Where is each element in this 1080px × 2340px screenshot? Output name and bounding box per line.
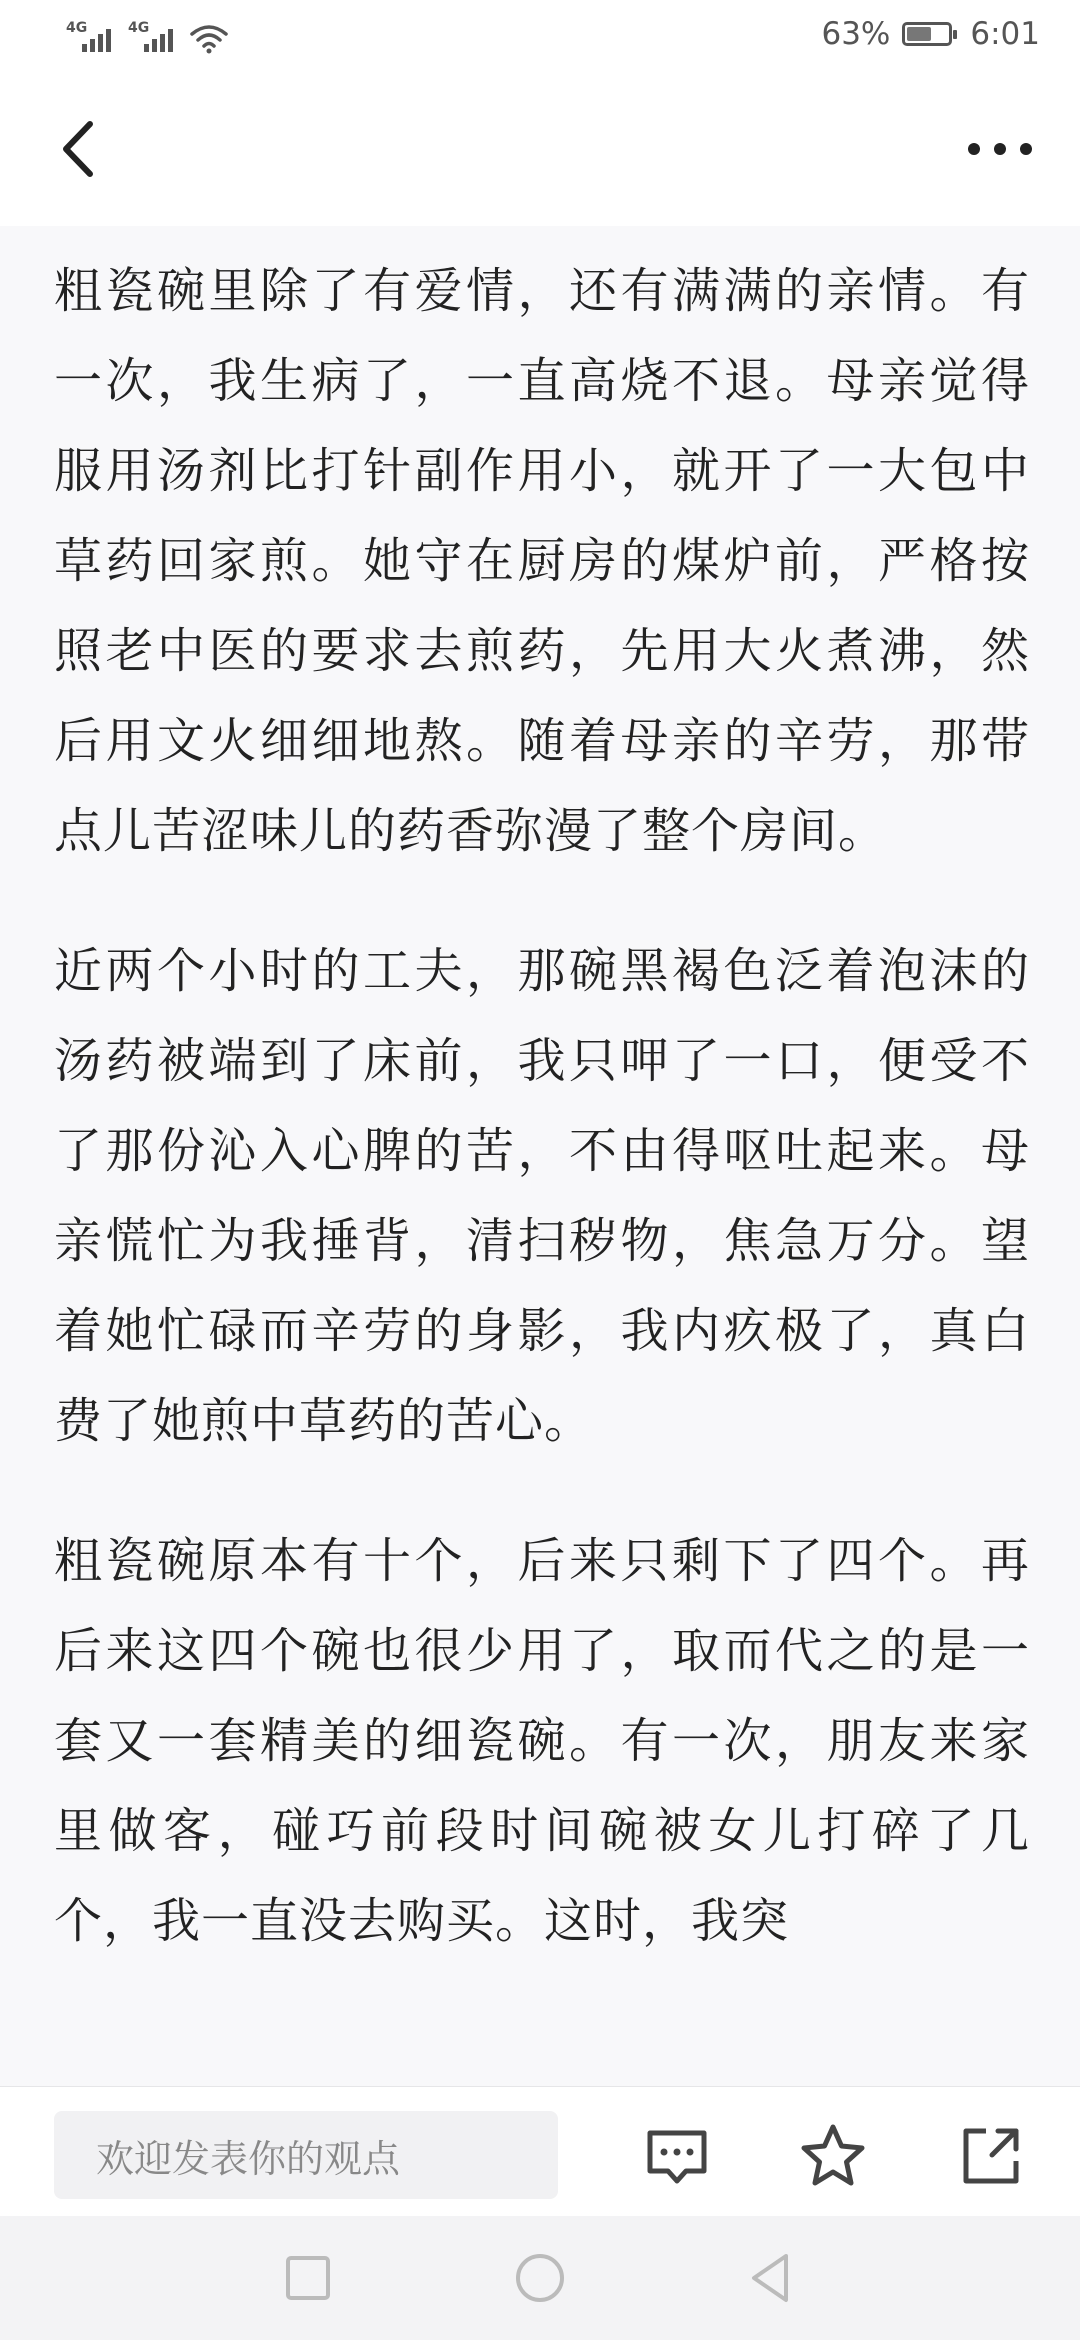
more-dots-icon[interactable] [960,126,1040,172]
chevron-left-icon[interactable] [50,114,110,184]
article-paragraph: 近两个小时的工夫，那碗黑褐色泛着泡沫的汤药被端到了床前，我只呷了一口，便受不了那份沁入心脾的苦，不由得呕吐起来。母亲慌忙为我捶背，清扫秽物，焦急万分。望着她忙碌而辛劳的身影，我内疚极了，真白费了她煎中草药的苦心。 [54,943,1030,1449]
battery-percent: 63% [821,16,891,52]
recent-apps-icon[interactable] [278,2248,338,2308]
status-left [66,20,228,54]
share-icon[interactable] [956,2121,1026,2191]
article-paragraph: 粗瓷碗原本有十个，后来只剩下了四个。再后来这四个碗也很少用了，取而代之的是一套又一套精美的细瓷碗。有一次，朋友来家里做客，碰巧前段时间碗被女儿打碎了几个，我一直没去购买。这时，我突 [54,1533,1030,1949]
network-type-label: 4G [128,20,150,36]
signal-icon [128,20,180,54]
battery-icon [902,22,952,46]
signal-icon [66,20,118,54]
wifi-icon [190,24,228,54]
system-nav-bar [0,2216,1080,2340]
star-icon[interactable] [798,2121,868,2191]
home-icon[interactable] [510,2248,570,2308]
comment-icon[interactable] [642,2121,712,2191]
network-type-label: 4G [66,20,88,36]
battery-fill [907,27,931,41]
article-paragraph: 粗瓷碗里除了有爱情，还有满满的亲情。有一次，我生病了，一直高烧不退。母亲觉得服用汤剂比打针副作用小，就开了一大包中草药回家煎。她守在厨房的煤炉前，严格按照老中医的要求去煎药，先用大火煮沸，然后用文火细细地熬。随着母亲的辛劳，那带点儿苦涩味儿的药香弥漫了整个房间。 [54,263,1030,859]
article-content [0,226,1080,2086]
comment-bar [0,2086,1080,2217]
status-bar [0,0,1080,74]
comment-input[interactable]: 欢迎发表你的观点 [54,2111,558,2199]
back-triangle-icon[interactable] [742,2248,802,2308]
status-right [821,16,1040,52]
clock-time: 6:01 [970,16,1040,52]
article-body [54,246,1030,2016]
top-nav-bar [0,74,1080,227]
